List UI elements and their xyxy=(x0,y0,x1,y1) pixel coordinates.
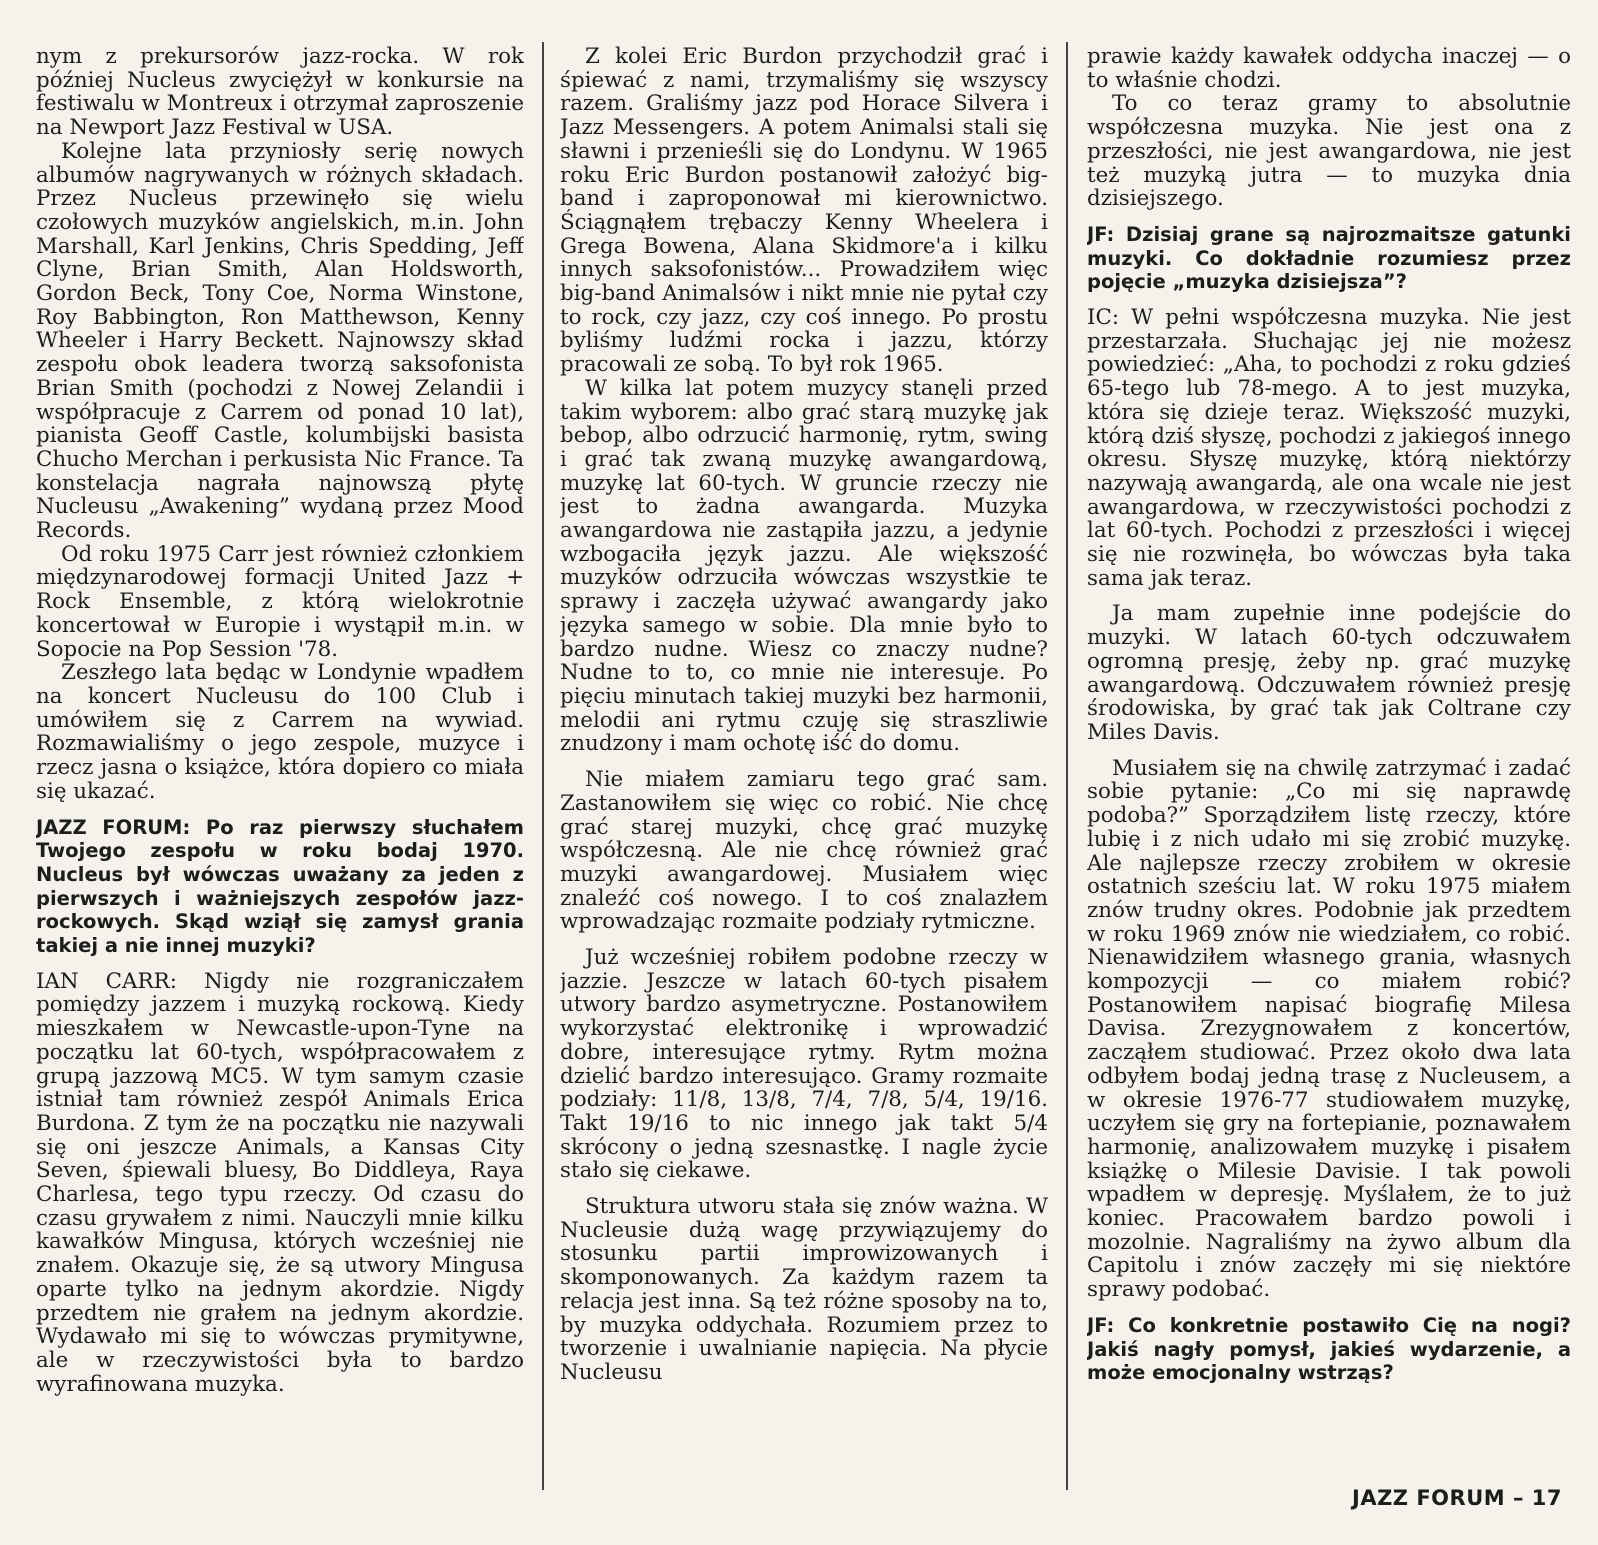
paragraph: Zeszłego lata będąc w Londynie wpadłem na koncert Nucleusu do 100 Club i umówiłem się z Carrem na wywiad. Rozmawialiśmy o jego zespole, muzyce i rzecz jasna o książce, która dopiero co miała się ukazać. xyxy=(36,660,524,804)
paragraph: Już wcześniej robiłem podobne rzeczy w jazzie. Jeszcze w latach 60-tych pisałem utwory bardzo asymetryczne. Postanowiłem wykorzystać elektronikę i wprowadzić dobre, interesujące rytmy. Rytm można dzielić bardzo interesująco. Gramy rozmaite podziały: 11/8, 13/8, 7/4, 7/8, 5/4, 19/16. Takt 19/16 to nic innego jak takt 5/4 skrócony o jedną szesnastkę. I nagle życie stało się ciekawe. xyxy=(560,945,1048,1184)
interview-question: JF: Co konkretnie postawiło Cię na nogi? Jakiś nagły pomysł, jakieś wydarzenie, a może emocjonalny wstrząs? xyxy=(1087,1313,1571,1385)
paragraph: Struktura utworu stała się znów ważna. W Nucleusie dużą wagę przywiązujemy do stosunku partii improwizowanych i skomponowanych. Za każdym razem ta relacja jest inna. Są też różne sposoby na to, by muzyka oddychała. Rozumiem przez to tworzenie i uwalnianie napięcia. Na płycie Nucleusu xyxy=(560,1194,1048,1385)
paragraph: To co teraz gramy to absolutnie współczesna muzyka. Nie jest ona z przeszłości, nie jest awangardowa, nie jest też muzyką jutra — to muzyka dnia dzisiejszego. xyxy=(1087,91,1571,212)
column-divider xyxy=(542,42,544,1490)
page-footer: JAZZ FORUM – 17 xyxy=(1352,1486,1562,1510)
interview-answer: IC: W pełni współczesna muzyka. Nie jest przestarzała. Słuchając jej nie możesz powiedzieć: „Aha, to pochodzi z roku gdzieś 65-tego lub 78-mego. A to jest muzyka, która się dzieje teraz. Większość muzyki, którą dziś słyszę, pochodzi z jakiegoś innego okresu. Słyszę muzykę, którą niektórzy nazywają awangardą, ale ona wcale nie jest awangardowa, w rzeczywistości pochodzi z lat 60-tych. Pochodzi z przeszłości i więcej się nie rozwinęła, bo wówczas była taka sama jak teraz. xyxy=(1087,305,1571,591)
paragraph: Ja mam zupełnie inne podejście do muzyki. W latach 60-tych odczuwałem ogromną presję, żeby np. grać muzykę awangardową. Odczuwałem również presję środowiska, by grać tak jak Coltrane czy Miles Davis. xyxy=(1087,601,1571,745)
paragraph: Od roku 1975 Carr jest również członkiem międzynarodowej formacji United Jazz + Rock Ensemble, z którą wielokrotnie koncertował w Europie i wystąpił m.in. w Sopocie na Pop Session '78. xyxy=(36,541,524,662)
column-2 xyxy=(560,45,1048,1485)
paragraph: Z kolei Eric Burdon przychodził grać i śpiewać z nami, trzymaliśmy się wszyscy razem. Graliśmy jazz pod Horace Silvera i Jazz Messengers. A potem Animalsi stali się sławni i przenieśli się do Londynu. W 1965 roku Eric Burdon postanowił założyć big-band i zaproponował mi kierownictwo. Ściągnąłem trębaczy Kenny Wheelera i Grega Bowena, Alana Skidmore'a i kilku innych saksofonistów... Prowadziłem więc big-band Animalsów i nikt mnie nie pytał czy to rock, czy jazz, czy coś innego. Po prostu byliśmy ludźmi rocka i jazzu, którzy pracowali ze sobą. To był rok 1965. xyxy=(560,45,1048,378)
paragraph: prawie każdy kawałek oddycha inaczej — o to właśnie chodzi. xyxy=(1087,45,1571,93)
paragraph: Nie miałem zamiaru tego grać sam. Zastanowiłem się więc co robić. Nie chcę grać starej muzyki, chcę grać muzykę współczesną. Ale nie chcę również grać muzyki awangardowej. Musiałem więc znaleźć coś nowego. I to coś znalazłem wprowadzając rozmaite podziały rytmiczne. xyxy=(560,767,1048,935)
paragraph: W kilka lat potem muzycy stanęli przed takim wyborem: albo grać starą muzykę jak bebop, albo odrzucić harmonię, rytm, swing i grać tak zwaną muzykę awangardową, muzykę lat 60-tych. W gruncie rzeczy nie jest to żadna awangarda. Muzyka awangardowa nie zastąpiła jazzu, a jedynie wzbogaciła język jazzu. Ale większość muzyków odrzuciła wówczas wszystkie te sprawy i zaczęła używać awangardy jako języka samego w sobie. Dla mnie było to bardzo nudne. Wiesz co znaczy nudne? Nudne to to, co mnie nie interesuje. Po pięciu minutach takiej muzyki bez harmonii, melodii ani rytmu czuję się straszliwie znudzony i mam ochotę iść do domu. xyxy=(560,375,1048,757)
paragraph: Musiałem się na chwilę zatrzymać i zadać sobie pytanie: „Co mi się naprawdę podoba?” Sporządziłem listę rzeczy, które lubię i z nich udało mi się zrobić muzykę. Ale najlepsze rzeczy zrobiłem w okresie ostatnich sześciu lat. W roku 1975 miałem znów trudny okres. Podobnie jak przedtem w roku 1969 znów nie wiedziałem, co robić. Nienawidziłem własnego grania, własnych kompozycji — co miałem robić? Postanowiłem napisać biografię Milesa Davisa. Zrezygnowałem z koncertów, zacząłem studiować. Przez około dwa lata odbyłem bodaj jedną trasę z Nucleusem, a w okresie 1976-77 studiowałem muzykę, uczyłem się gry na fortepianie, poznawałem harmonię, analizowałem muzykę i pisałem książkę o Milesie Davisie. I tak powoli wpadłem w depresję. Myślałem, że to już koniec. Pracowałem bardzo powoli i mozolnie. Nagraliśmy na żywo album dla Capitolu i znów zaczęły mi się niektóre sprawy podobać. xyxy=(1087,755,1571,1303)
interview-answer: IAN CARR: Nigdy nie rozgraniczałem pomiędzy jazzem i muzyką rockową. Kiedy mieszkałem w Newcastle-upon-Tyne na początku lat 60-tych, współpracowałem z grupą jazzową MC5. W tym samym czasie istniał tam również zespół Animals Erica Burdona. Z tym że na początku nie nazywali się oni jeszcze Animals, a Kansas City Seven, śpiewali bluesy, Bo Diddleya, Raya Charlesa, tego typu rzeczy. Od czasu do czasu grywałem z nimi. Nauczyli mnie kilku kawałków Mingusa, których wcześniej nie znałem. Okazuje się, że są utwory Mingusa oparte tylko na jednym akordzie. Nigdy przedtem nie grałem na jednym akordzie. Wydawało mi się to wówczas prymitywne, ale w rzeczywistości była to bardzo wyrafinowana muzyka. xyxy=(36,968,524,1397)
column-1 xyxy=(36,45,524,1485)
interview-question: JAZZ FORUM: Po raz pierwszy słuchałem Twojego zespołu w roku bodaj 1970. Nucleus był wówczas uważany za jeden z pierwszych i ważniejszych zespołów jazz-rockowych. Skąd wziął się zamysł grania takiej a nie innej muzyki? xyxy=(36,815,524,958)
column-divider xyxy=(1066,42,1068,1490)
paragraph: Kolejne lata przyniosły serię nowych albumów nagrywanych w różnych składach. Przez Nucleus przewinęło się wielu czołowych muzyków angielskich, m.in. John Marshall, Karl Jenkins, Chris Spedding, Jeff Clyne, Brian Smith, Alan Holdsworth, Gordon Beck, Tony Coe, Norma Winstone, Roy Babbington, Ron Matthewson, Kenny Wheeler i Harry Beckett. Najnowszy skład zespołu obok leadera tworzą saksofonista Brian Smith (pochodzi z Nowej Zelandii i współpracuje z Carrem od ponad 10 lat), pianista Geoff Castle, kolumbijski basista Chucho Merchan i perkusista Nic France. Ta konstelacja nagrała najnowszą płytę Nucleusu „Awakening” wydaną przez Mood Records. xyxy=(36,138,524,544)
paragraph: nym z prekursorów jazz-rocka. W rok później Nucleus zwyciężył w konkursie na festiwalu w Montreux i otrzymał zaproszenie na Newport Jazz Festival w USA. xyxy=(36,45,524,141)
column-3 xyxy=(1087,45,1571,1485)
interview-question: JF: Dzisiaj grane są najrozmaitsze gatunki muzyki. Co dokładnie rozumiesz przez pojęcie „muzyka dzisiejsza”? xyxy=(1087,222,1571,294)
